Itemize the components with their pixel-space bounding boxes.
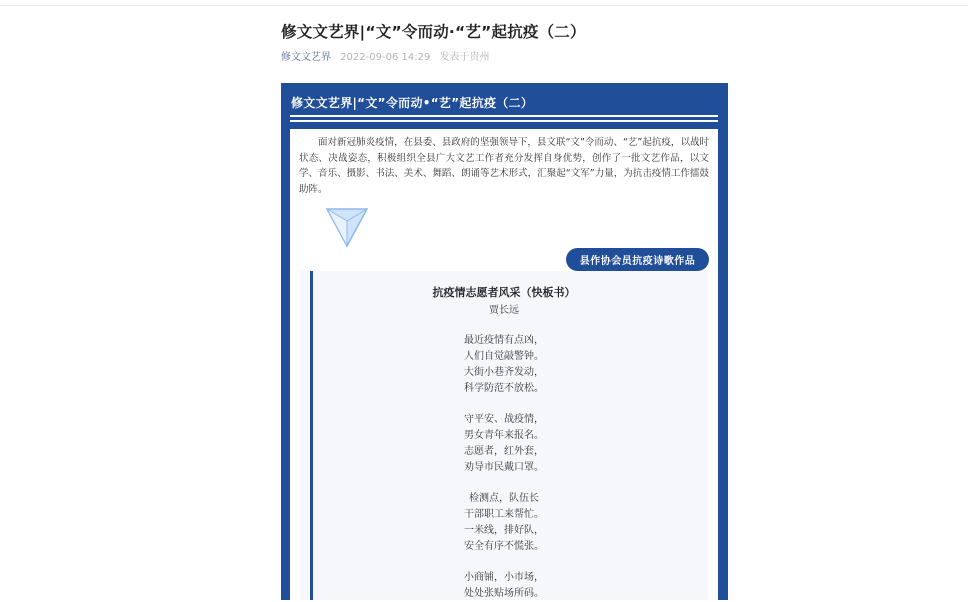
poem-line: 检测点，队伍长: [469, 493, 539, 504]
poem-stanza-3: [300, 491, 708, 555]
poem-line: 志愿者，红外套，: [464, 446, 544, 457]
article-location: 发表于贵州: [439, 52, 490, 63]
poem-author: 贾长远: [489, 305, 519, 316]
poem-line: 劝导市民戴口罩。: [464, 462, 544, 473]
poem-line: 人们自觉敲警钟。: [464, 351, 544, 362]
poem-stanza-4: [300, 570, 708, 602]
poem-line: 科学防范不放松。: [464, 383, 544, 394]
poem-stanza-2: [300, 412, 708, 476]
poem-line: 小商铺，小市场，: [464, 572, 544, 583]
article-author-link[interactable]: 修文文艺界: [281, 52, 331, 63]
section-label-badge: 县作协会员抗疫诗歌作品: [566, 248, 709, 271]
card-title: 修文文艺界|“文”令而动•“艺”起抗疫（二）: [291, 96, 534, 110]
poem-line: 干部职工来帮忙。: [464, 509, 544, 520]
poem-line: 守平安、战疫情，: [464, 414, 544, 425]
poem-block: [300, 271, 708, 600]
title-rule-top: [290, 115, 718, 117]
poem-line: 男女青年来报名。: [464, 430, 544, 441]
triangle-down-icon: [326, 207, 368, 249]
poem-title: 抗疫情志愿者风采（快板书）: [432, 286, 576, 299]
poem-line: 安全有序不慌张。: [464, 541, 544, 552]
article-page: [281, 0, 731, 600]
card-body: [290, 129, 718, 600]
poem-line: 处处张贴场所码。: [464, 588, 544, 599]
poem-line: 最近疫情有点凶，: [464, 335, 544, 346]
poem-line: 大街小巷齐发动，: [464, 367, 544, 378]
article-card: [281, 83, 728, 600]
poem-line: 一米线，排好队，: [464, 525, 544, 536]
intro-paragraph: 面对新冠肺炎疫情，在县委、县政府的坚强领导下，县文联“文”令而动、“艺”起抗疫，以战时状态、决战姿态，积极组织全县广大文艺工作者充分发挥自身优势，创作了一批文艺作品，以文学、音乐、摄影、书法、美术、舞蹈、朗诵等艺术形式，汇聚起“文军”力量，为抗击疫情工作擂鼓助阵。: [299, 137, 709, 195]
article-meta: [281, 48, 490, 63]
title-rule-bottom: [290, 120, 718, 122]
article-datetime: 2022-09-06 14:29: [340, 52, 431, 63]
article-title: 修文文艺界|“文”令而动·“艺”起抗疫（二）: [281, 23, 586, 41]
poem-stanza-1: [300, 333, 708, 397]
